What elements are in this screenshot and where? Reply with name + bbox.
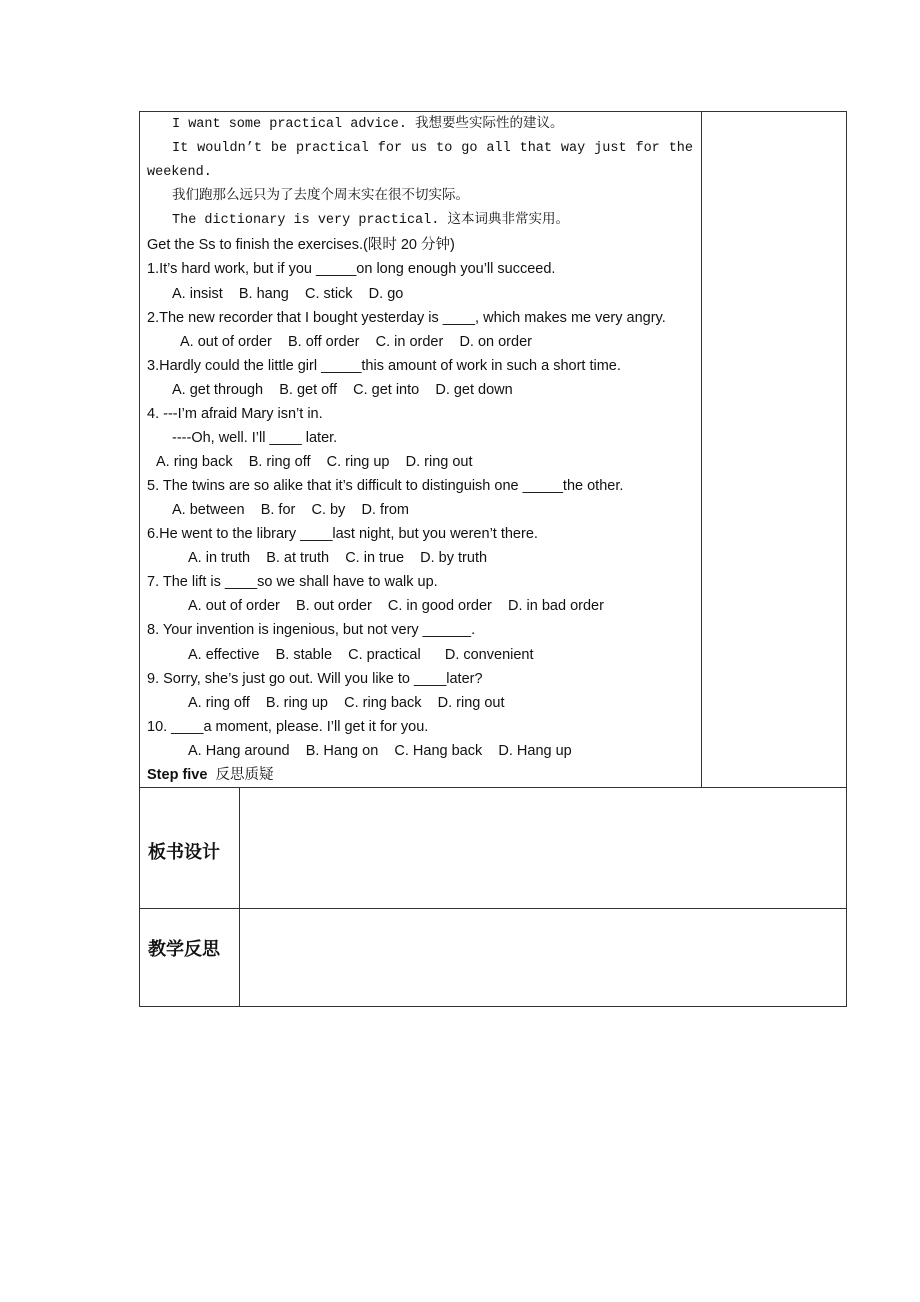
notes-column-divider bbox=[701, 111, 702, 788]
option: A. out of order bbox=[180, 334, 272, 350]
option: D. ring out bbox=[405, 454, 473, 470]
option: C. ring up bbox=[326, 454, 390, 470]
option: D. get down bbox=[435, 382, 513, 398]
step-label: Step five bbox=[147, 767, 208, 783]
option: A. get through bbox=[172, 382, 264, 398]
option: C. get into bbox=[353, 382, 420, 398]
option: A. in truth bbox=[188, 550, 251, 566]
option: B. Hang on bbox=[305, 743, 379, 759]
example-translation: 我们跑那么远只为了去度个周末实在很不切实际。 bbox=[172, 189, 469, 204]
question-stem-continued: ----Oh, well. I’ll ____ later. bbox=[172, 430, 338, 446]
question-stem: 1.It’s hard work, but if you _____on long enough you’ll succeed. bbox=[147, 261, 556, 277]
option: A. Hang around bbox=[188, 743, 290, 759]
example-sentence: I want some practical advice. 我想要些实际性的建议。 bbox=[172, 117, 564, 132]
question-options bbox=[172, 501, 409, 519]
option: A. insist bbox=[172, 286, 223, 302]
option: B. for bbox=[260, 502, 296, 518]
option: D. on order bbox=[459, 334, 532, 350]
option: B. get off bbox=[279, 382, 337, 398]
question-options bbox=[180, 333, 532, 351]
question-stem: 2.The new recorder that I bought yesterday is ____, which makes me very angry. bbox=[147, 310, 666, 326]
option: D. convenient bbox=[444, 647, 534, 663]
option: C. in good order bbox=[387, 598, 492, 614]
exercise-instruction: Get the Ss to finish the exercises.(限时 20 分钟) bbox=[147, 237, 455, 253]
question-stem: 5. The twins are so alike that it’s difficult to distinguish one _____the other. bbox=[147, 478, 624, 494]
example-sentence: weekend. bbox=[147, 165, 212, 180]
option: D. from bbox=[361, 502, 409, 518]
option: A. ring back bbox=[156, 454, 233, 470]
option: B. off order bbox=[288, 334, 360, 350]
option: C. stick bbox=[305, 286, 353, 302]
question-stem: 3.Hardly could the little girl _____this amount of work in such a short time. bbox=[147, 358, 621, 374]
option: A. between bbox=[172, 502, 245, 518]
question-options bbox=[188, 549, 487, 567]
option: A. ring off bbox=[188, 695, 250, 711]
question-stem: 9. Sorry, she’s just go out. Will you like to ____later? bbox=[147, 671, 483, 687]
option: C. by bbox=[311, 502, 346, 518]
option: D. go bbox=[368, 286, 404, 302]
question-options bbox=[188, 742, 572, 760]
example-sentence: It wouldn’t be practical for us to go all that way just for the bbox=[172, 141, 693, 156]
option: C. in true bbox=[345, 550, 405, 566]
question-stem: 8. Your invention is ingenious, but not very ______. bbox=[147, 622, 476, 638]
step-title: 反思质疑 bbox=[215, 767, 274, 783]
question-stem: 6.He went to the library ____last night, but you weren’t there. bbox=[147, 526, 538, 542]
question-options bbox=[188, 597, 604, 615]
question-options bbox=[188, 694, 505, 712]
option: C. Hang back bbox=[394, 743, 483, 759]
option: B. hang bbox=[238, 286, 289, 302]
option: D. ring out bbox=[437, 695, 505, 711]
option: C. practical bbox=[348, 647, 421, 663]
row-divider-2 bbox=[139, 908, 847, 909]
option: B. stable bbox=[275, 647, 333, 663]
option: B. ring off bbox=[248, 454, 311, 470]
option: B. at truth bbox=[266, 550, 330, 566]
step-heading bbox=[147, 766, 274, 784]
question-options bbox=[156, 453, 473, 471]
question-stem: 7. The lift is ____so we shall have to walk up. bbox=[147, 574, 438, 590]
question-options bbox=[172, 285, 403, 303]
option: C. in order bbox=[375, 334, 444, 350]
option: D. in bad order bbox=[508, 598, 604, 614]
question-options bbox=[188, 646, 534, 664]
reflection-label: 教学反思 bbox=[148, 939, 220, 959]
option: A. effective bbox=[188, 647, 260, 663]
question-stem: 4. ---I’m afraid Mary isn’t in. bbox=[147, 406, 323, 422]
option: A. out of order bbox=[188, 598, 280, 614]
label-column-divider bbox=[239, 787, 240, 1007]
option: B. ring up bbox=[265, 695, 328, 711]
option: B. out order bbox=[296, 598, 372, 614]
question-options bbox=[172, 381, 513, 399]
option: C. ring back bbox=[344, 695, 422, 711]
question-stem: 10. ____a moment, please. I’ll get it for you. bbox=[147, 719, 429, 735]
example-sentence: The dictionary is very practical. 这本词典非常实用。 bbox=[172, 213, 569, 228]
row-divider-1 bbox=[139, 787, 847, 788]
option: D. Hang up bbox=[498, 743, 572, 759]
option: D. by truth bbox=[420, 550, 488, 566]
board-design-label: 板书设计 bbox=[148, 842, 220, 862]
